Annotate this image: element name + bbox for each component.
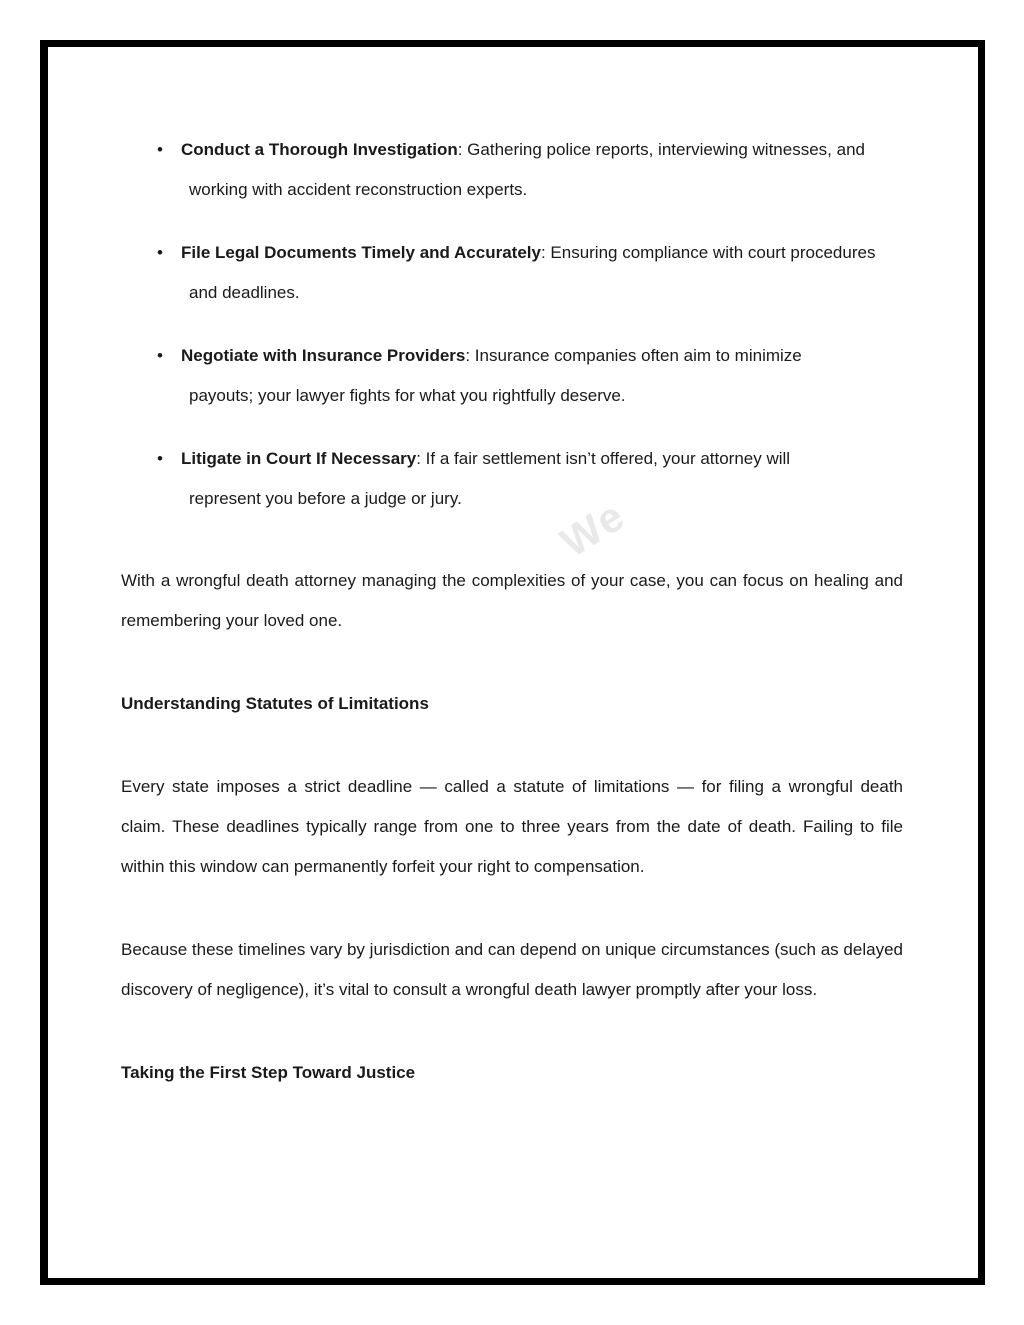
bullet-term: File Legal Documents Timely and Accurately [181,243,541,262]
bullet-term: Litigate in Court If Necessary [181,449,417,468]
bullet-term: Conduct a Thorough Investigation [181,140,458,159]
bullet-text: : Ensuring compliance with court procedures [540,243,876,262]
bullet-text-continued: and deadlines. [189,283,300,302]
bullet-text: : Gathering police reports, interviewing witnesses, and [457,140,865,159]
watermark-logo: We [552,491,634,567]
section-heading-statutes: Understanding Statutes of Limitations [121,694,429,713]
list-item [121,439,903,519]
document-body [121,130,903,1093]
list-item [121,336,903,416]
bullet-text: : If a fair settlement isn’t offered, your attorney will [416,449,791,468]
paragraph-statutes: Every state imposes a strict deadline — called a statute of limitations — for filing a wrongful death claim. These deadlines typically range from one to three years from the date of death. Failing to file within this window can permanently forfeit your right to compensation. [121,777,903,876]
bullet-icon: • [157,346,163,365]
bullet-text-continued: represent you before a judge or jury. [189,489,462,508]
bullet-term: Negotiate with Insurance Providers [181,346,466,365]
bullet-icon: • [157,140,163,159]
bullet-text-continued: working with accident reconstruction experts. [189,180,528,199]
section-heading-first-step: Taking the First Step Toward Justice [121,1063,416,1082]
services-bullet-list [121,130,903,519]
list-item [121,233,903,313]
paragraph-focus: With a wrongful death attorney managing the complexities of your case, you can focus on healing and remembering your loved one. [121,571,903,630]
paragraph-timelines: Because these timelines vary by jurisdiction and can depend on unique circumstances (such as delayed discovery of negligence), it’s vital to consult a wrongful death lawyer promptly after your loss. [121,940,903,999]
list-item [121,130,903,210]
bullet-icon: • [157,449,163,468]
bullet-text-continued: payouts; your lawyer fights for what you rightfully deserve. [189,386,626,405]
bullet-text: : Insurance companies often aim to minimize [465,346,802,365]
bullet-icon: • [157,243,163,262]
